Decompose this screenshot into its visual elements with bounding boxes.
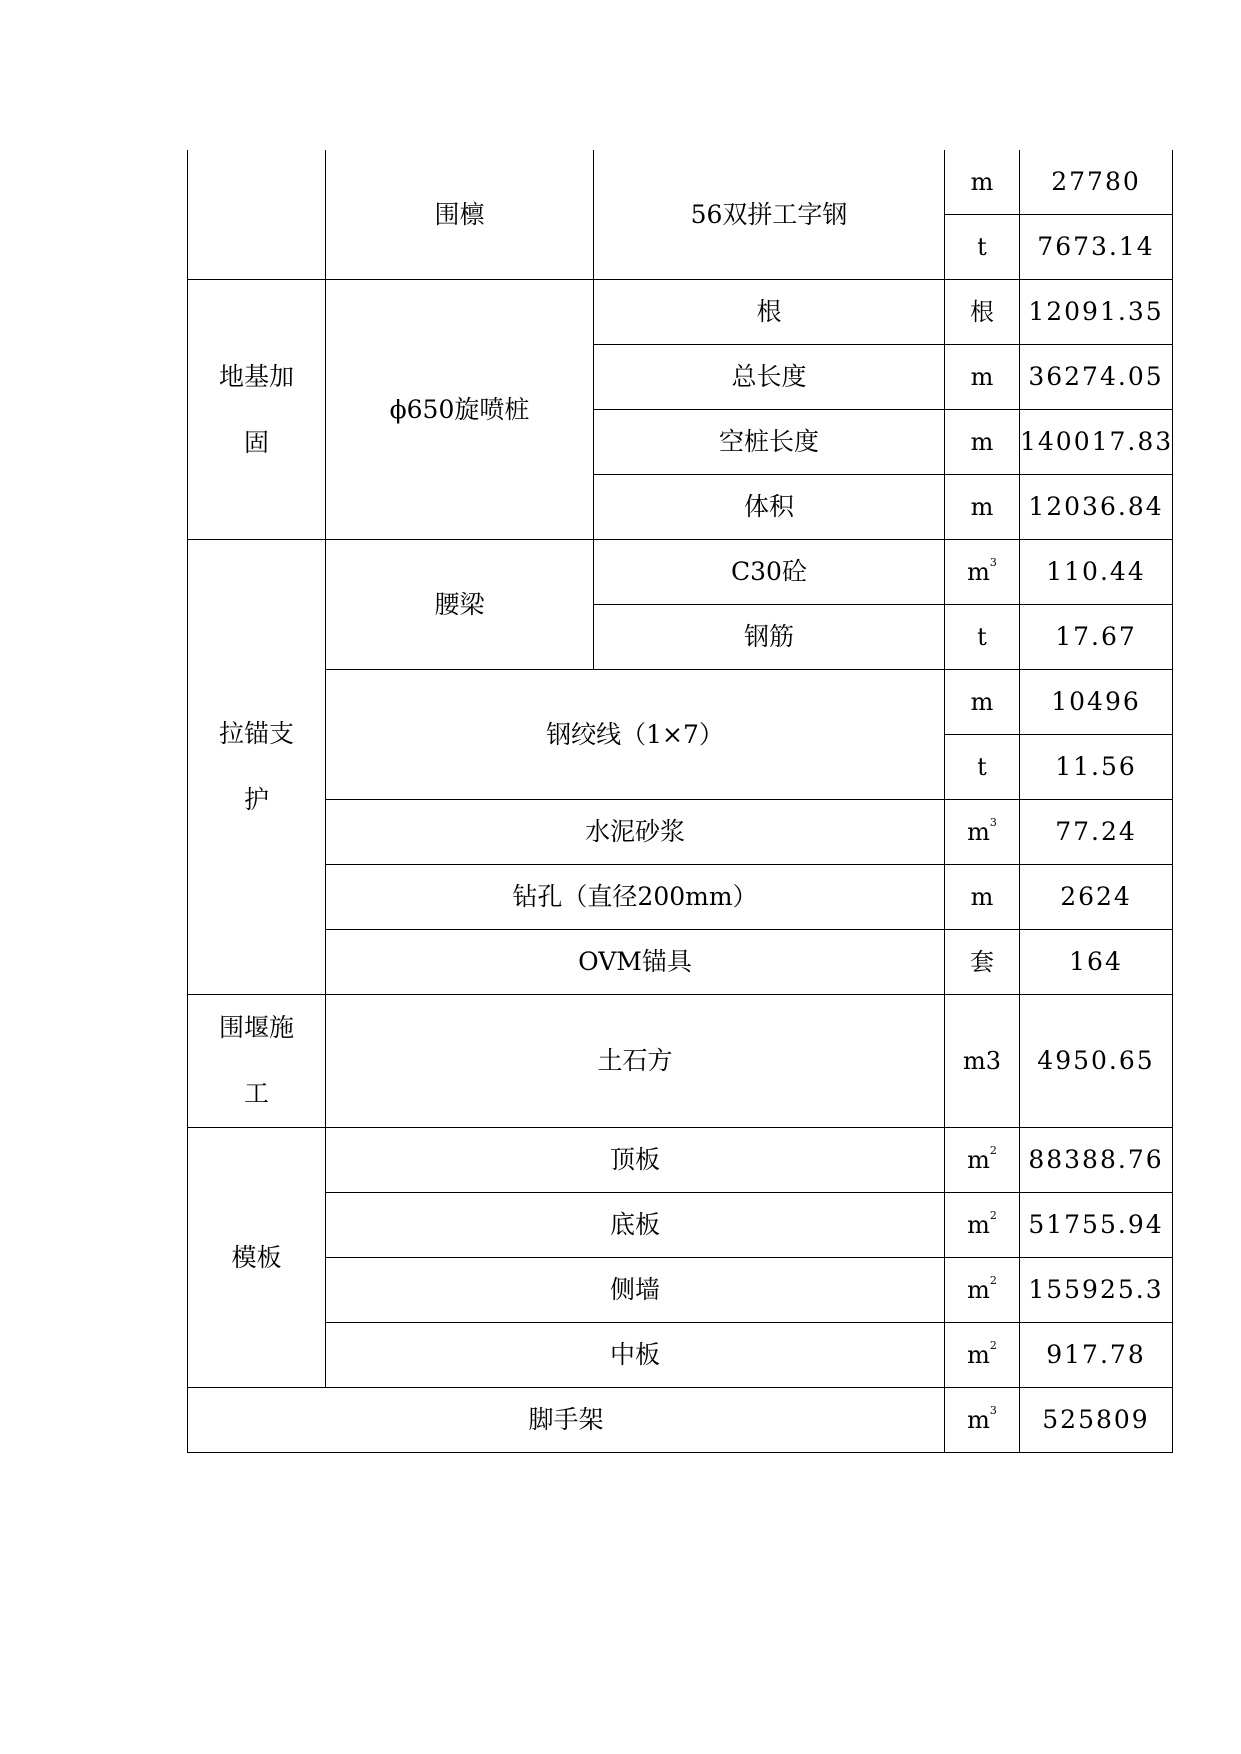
value-cell: 27780 [1020,150,1173,215]
item-cell: 脚手架 [188,1388,945,1453]
value-cell: 11.56 [1020,735,1173,800]
table-row [188,1258,1173,1323]
value-cell: 525809 [1020,1388,1173,1453]
value-cell: 88388.76 [1020,1128,1173,1193]
table-row [188,670,1173,735]
item-cell: 中板 [326,1323,945,1388]
category-cell [188,540,326,995]
category-cell [188,280,326,540]
table-row [188,1128,1173,1193]
table-row [188,1388,1173,1453]
quantity-table [187,150,1173,1453]
table-row [188,930,1173,995]
unit-cell: $m^2$ [945,1193,1020,1258]
item-cell: ϕ650旋喷桩 [326,280,594,540]
unit-cell: 套 [945,930,1020,995]
item-cell: 顶板 [326,1128,945,1193]
table-row [188,280,1173,345]
item-cell: 钻孔（直径200mm） [326,865,945,930]
unit-cell: m [945,410,1020,475]
value-cell: 12091.35 [1020,280,1173,345]
unit-cell: $m^3$ [945,540,1020,605]
spec-cell: 总长度 [594,345,945,410]
value-cell: 2624 [1020,865,1173,930]
unit-cell: m [945,345,1020,410]
value-cell: 4950.65 [1020,995,1173,1128]
value-cell: 36274.05 [1020,345,1173,410]
category-line: 工 [243,1079,269,1108]
category-line: 固 [243,427,269,457]
unit-cell: m [945,865,1020,930]
category-cell: 模板 [188,1128,326,1388]
value-cell: 12036.84 [1020,475,1173,540]
table-row [188,150,1173,215]
unit-cell: m3 [945,995,1020,1128]
quantity-table-page [187,150,1172,1453]
item-cell: 侧墙 [326,1258,945,1323]
table-row [188,1193,1173,1258]
spec-cell: 56双拼工字钢 [594,150,945,280]
value-cell: 164 [1020,930,1173,995]
unit-cell: t [945,735,1020,800]
table-row [188,800,1173,865]
spec-cell: 空桩长度 [594,410,945,475]
value-cell: 110.44 [1020,540,1173,605]
unit-cell: 根 [945,280,1020,345]
table-row [188,1323,1173,1388]
category-line: 地基加 [218,361,294,391]
unit-cell: $m^2$ [945,1128,1020,1193]
value-cell: 155925.3 [1020,1258,1173,1323]
category-line: 护 [243,785,269,814]
value-cell: 51755.94 [1020,1193,1173,1258]
table-row [188,865,1173,930]
item-cell: 水泥砂浆 [326,800,945,865]
value-cell: 7673.14 [1020,215,1173,280]
value-cell: 917.78 [1020,1323,1173,1388]
category-line: 拉锚支 [218,719,294,748]
category-line: 围堰施 [218,1013,294,1042]
value-cell: 10496 [1020,670,1173,735]
spec-cell: 体积 [594,475,945,540]
table-row [188,995,1173,1128]
item-cell: 腰梁 [326,540,594,670]
unit-cell: $m^3$ [945,800,1020,865]
unit-cell: m [945,150,1020,215]
table-row [188,540,1173,605]
unit-cell: m [945,670,1020,735]
item-cell: OVM锚具 [326,930,945,995]
item-cell: 底板 [326,1193,945,1258]
category-cell-empty [188,150,326,280]
item-cell: 围檩 [326,150,594,280]
unit-cell: $m^2$ [945,1258,1020,1323]
spec-cell: C30砼 [594,540,945,605]
item-cell: 钢绞线（1×7） [326,670,945,800]
value-cell: 140017.83 [1020,410,1173,475]
spec-cell: 钢筋 [594,605,945,670]
value-cell: 17.67 [1020,605,1173,670]
unit-cell: t [945,215,1020,280]
value-cell: 77.24 [1020,800,1173,865]
unit-cell: $m^2$ [945,1323,1020,1388]
spec-cell: 根 [594,280,945,345]
category-cell [188,995,326,1128]
unit-cell: $m^3$ [945,1388,1020,1453]
item-cell: 土石方 [326,995,945,1128]
unit-cell: t [945,605,1020,670]
unit-cell: m [945,475,1020,540]
